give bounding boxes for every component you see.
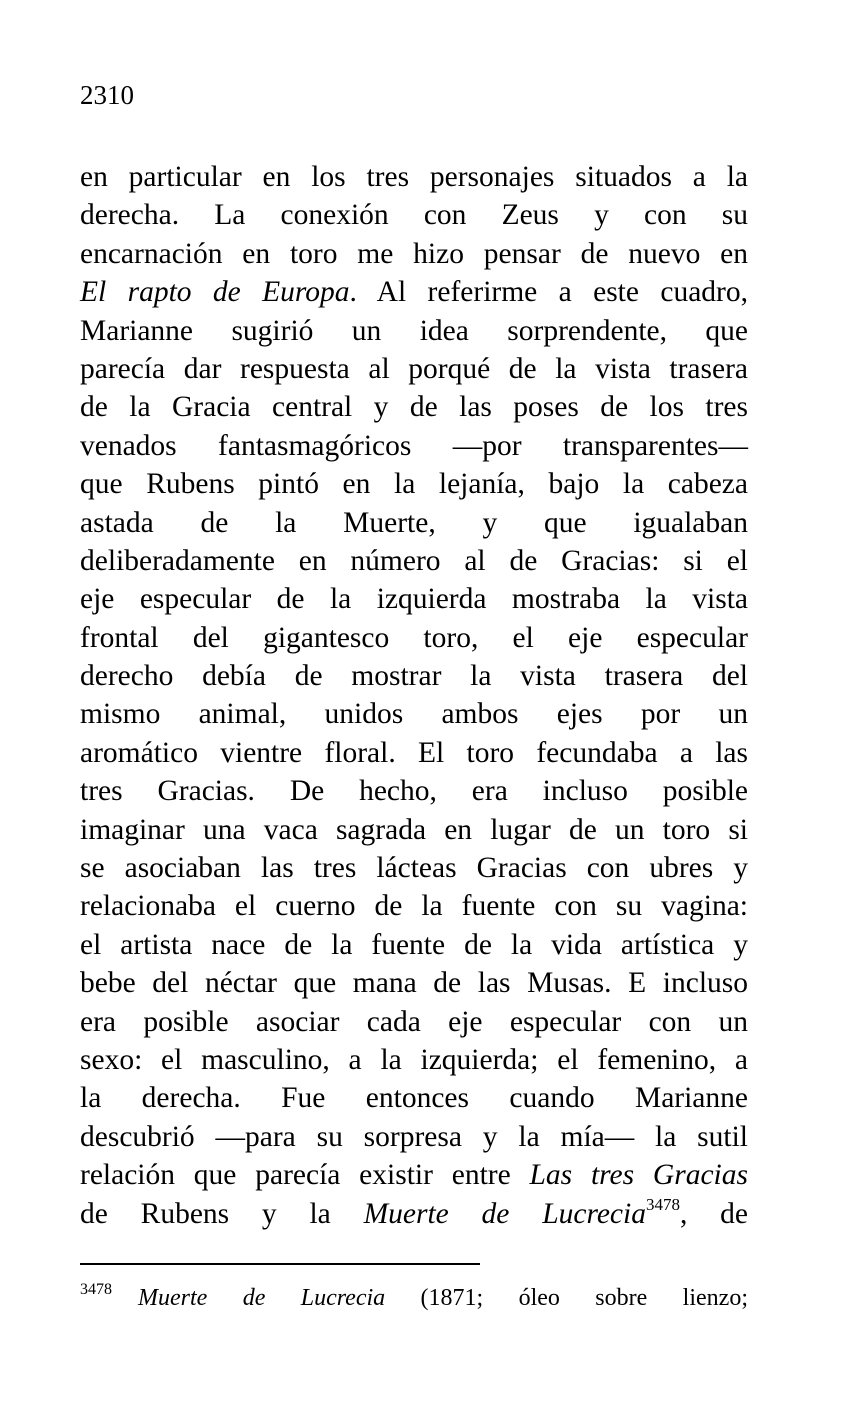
text-line xyxy=(80,657,748,695)
text-line xyxy=(80,1079,748,1117)
text-segment: frontal del gigantesco toro, el eje especular xyxy=(80,621,748,654)
text-segment: mismo animal, unidos ambos ejes por un xyxy=(80,698,748,731)
text-segment: astada de la Muerte, y que igualaban xyxy=(80,506,748,539)
italic-title: Las tres Gracias xyxy=(529,1159,748,1192)
text-segment: eje especular de la izquierda mostraba la vista xyxy=(80,583,748,616)
text-line xyxy=(80,926,748,964)
text-segment: la derecha. Fue entonces cuando Marianne xyxy=(80,1082,748,1115)
text-segment: en particular en los tres personajes situados a la xyxy=(80,161,748,193)
text-segment: sexo: el masculino, a la izquierda; el femenino, a xyxy=(80,1043,748,1076)
text-segment: encarnación en toro me hizo pensar de nuevo en xyxy=(80,237,748,270)
text-line xyxy=(80,312,748,350)
body-text xyxy=(80,158,748,1233)
footnote-marker: 3478 xyxy=(80,1281,112,1298)
text-line xyxy=(80,273,748,311)
text-line xyxy=(80,350,748,388)
text-line xyxy=(80,1195,748,1233)
text-line xyxy=(80,580,748,618)
text-segment: descubrió —para su sorpresa y la mía— la sutil xyxy=(80,1120,748,1153)
text-line xyxy=(80,734,748,772)
text-segment: se asociaban las tres lácteas Gracias con ubres y xyxy=(80,852,748,885)
text-segment: era posible asociar cada eje especular con un xyxy=(80,1005,748,1038)
text-segment: Marianne sugirió un idea sorprendente, que xyxy=(80,314,748,347)
text-segment: imaginar una vaca sagrada en lugar de un toro si xyxy=(80,813,748,846)
text-line xyxy=(80,1156,748,1194)
text-line xyxy=(80,504,748,542)
text-segment: relación que parecía existir entre xyxy=(80,1159,530,1192)
text-line xyxy=(80,619,748,657)
footnote-title: Muerte de Lucrecia xyxy=(138,1285,386,1311)
text-segment: de la Gracia central y de las poses de los tres xyxy=(80,391,748,424)
footnote-text: (1871; óleo sobre lienzo; xyxy=(385,1285,748,1311)
text-segment: , de xyxy=(679,1197,748,1230)
footnote xyxy=(80,1283,748,1313)
text-segment: derecha. La conexión con Zeus y con su xyxy=(80,199,748,232)
text-segment: parecía dar respuesta al porqué de la vista trasera xyxy=(80,352,748,385)
text-line xyxy=(80,158,748,196)
text-segment: aromático vientre floral. El toro fecundaba a las xyxy=(80,736,748,769)
text-line xyxy=(80,196,748,234)
text-line xyxy=(80,964,748,1002)
text-segment: derecho debía de mostrar la vista trasera del xyxy=(80,660,748,693)
italic-title: El rapto de Europa xyxy=(80,276,350,309)
text-segment: bebe del néctar que mana de las Musas. E incluso xyxy=(80,967,748,1000)
text-line xyxy=(80,772,748,810)
footnote-reference: 3478 xyxy=(645,1194,680,1214)
italic-title: Muerte de Lucrecia xyxy=(363,1197,646,1230)
text-line xyxy=(80,465,748,503)
text-segment: relacionaba el cuerno de la fuente con su vagina: xyxy=(80,890,748,923)
text-line xyxy=(80,1041,748,1079)
text-segment: de Rubens y la xyxy=(80,1197,364,1230)
text-line xyxy=(80,1003,748,1041)
text-line xyxy=(80,811,748,849)
text-line xyxy=(80,849,748,887)
text-segment: el artista nace de la fuente de la vida artística y xyxy=(80,928,748,961)
text-line xyxy=(80,388,748,426)
text-segment: deliberadamente en número al de Gracias: si el xyxy=(80,544,748,577)
footnote-divider xyxy=(80,1263,480,1265)
text-line xyxy=(80,695,748,733)
text-line xyxy=(80,1118,748,1156)
page-number: 2310 xyxy=(80,80,134,110)
text-line xyxy=(80,887,748,925)
text-segment: . Al referirme a este cuadro, xyxy=(349,276,748,309)
text-line xyxy=(80,235,748,273)
text-line xyxy=(80,427,748,465)
text-line xyxy=(80,542,748,580)
text-segment: tres Gracias. De hecho, era incluso posible xyxy=(80,775,748,808)
text-segment: venados fantasmagóricos —por transparentes— xyxy=(80,429,748,462)
text-segment: que Rubens pintó en la lejanía, bajo la cabeza xyxy=(80,468,748,501)
